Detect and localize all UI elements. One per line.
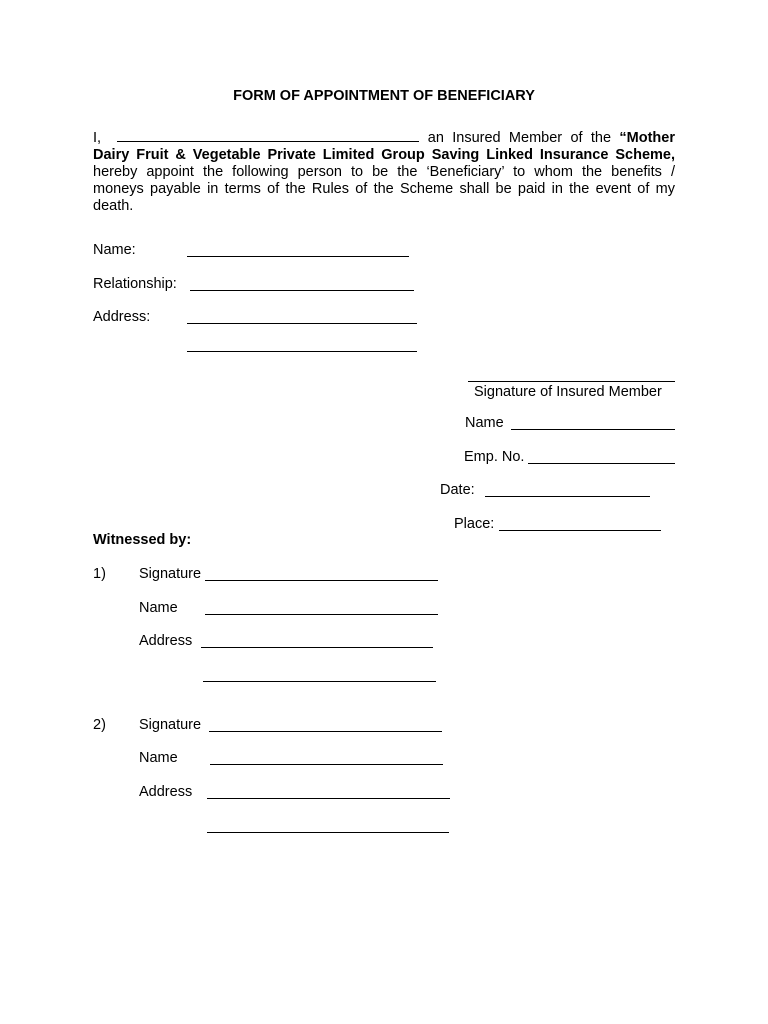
witness-2-address-line-2[interactable] [207, 832, 449, 833]
witness-1-signature-label: Signature [139, 566, 202, 582]
witness-2-name-line[interactable] [210, 764, 443, 765]
member-date-line[interactable] [485, 496, 650, 497]
member-signature-label: Signature of Insured Member [474, 384, 662, 400]
beneficiary-name-label: Name: [93, 242, 136, 258]
witness-2-name-label: Name [139, 750, 178, 766]
witness-2-signature-label: Signature [139, 717, 202, 733]
witness-1-name-line[interactable] [205, 614, 438, 615]
intro-paragraph [93, 129, 675, 215]
scheme-name-part-2: Dairy Fruit & Vegetable Private Limited Group Saving Linked Insurance Scheme, [93, 147, 675, 163]
witness-1-address-line-1[interactable] [201, 647, 433, 648]
witness-2-number: 2) [93, 717, 106, 733]
witness-1-name-label: Name [139, 600, 178, 616]
witness-1-signature-line[interactable] [205, 580, 438, 581]
member-date-label: Date: [440, 482, 475, 498]
witness-2-signature-line[interactable] [209, 731, 442, 732]
intro-line-3: hereby appoint the following person to be the ‘Beneficiary’ to whom the benefits / [93, 164, 675, 180]
intro-lead: I, [93, 130, 102, 146]
member-place-line[interactable] [499, 530, 661, 531]
intro-line-4: moneys payable in terms of the Rules of the Scheme shall be paid in the event of my [93, 181, 675, 197]
intro-after-blank: an Insured Member of the [427, 130, 612, 146]
member-signature-line[interactable] [468, 381, 675, 382]
beneficiary-relationship-line[interactable] [190, 290, 414, 291]
witness-1-address-line-2[interactable] [203, 681, 436, 682]
scheme-name-part-1: “Mother [619, 130, 675, 146]
beneficiary-address-line-1[interactable] [187, 323, 417, 324]
intro-line-5: death. [93, 198, 134, 214]
witness-2-address-label: Address [139, 784, 193, 800]
witness-heading: Witnessed by: [93, 532, 192, 548]
witness-1-number: 1) [93, 566, 106, 582]
member-emp-label: Emp. No. [464, 449, 525, 465]
witness-2-address-line-1[interactable] [207, 798, 450, 799]
beneficiary-relationship-label: Relationship: [93, 276, 177, 292]
member-name-line[interactable] [511, 429, 675, 430]
beneficiary-address-line-2[interactable] [187, 351, 417, 352]
member-name-blank[interactable] [117, 129, 419, 142]
beneficiary-name-line[interactable] [187, 256, 409, 257]
beneficiary-address-label: Address: [93, 309, 151, 325]
page-title: FORM OF APPOINTMENT OF BENEFICIARY [233, 88, 535, 104]
intro-line-1 [93, 129, 675, 147]
member-name-label: Name [465, 415, 504, 431]
witness-1-address-label: Address [139, 633, 193, 649]
member-emp-line[interactable] [528, 463, 675, 464]
member-place-label: Place: [454, 516, 495, 532]
